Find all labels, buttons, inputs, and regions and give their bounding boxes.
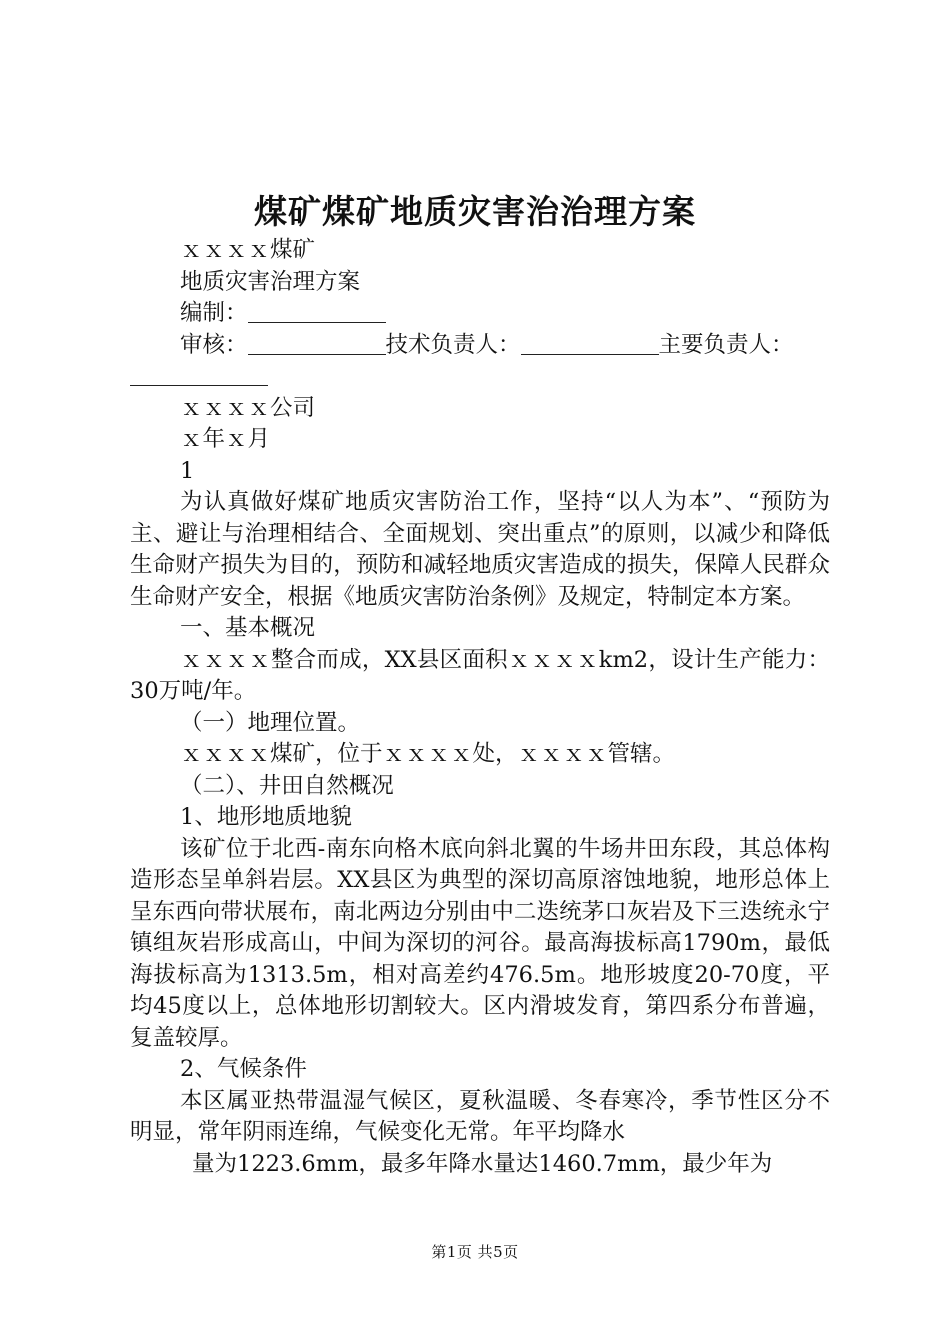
subsection-heading-1: （一）地理位置。 xyxy=(180,709,361,736)
document-title: 煤矿煤矿地质灾害治治理方案 xyxy=(254,192,696,231)
item1-paragraph: 该矿位于北西-南东向格木底向斜北翼的牛场井田东段，其总体构造形态呈单斜岩层。XX县区为典型的深切高原溶蚀地貌，地形总体上呈东西向带状展布，南北两边分别由中二迭统茅口灰岩及下三迭统永宁镇组灰岩形成高山，中间为深切的河谷。最高海拔标高1790m，最低海拔标高为1313.5m，相对高差约476.5m。地形坡度20-70度，平均45度以上，总体地形切割较大。区内滑坡发育，第四系分布普遍，复盖较厚。 xyxy=(130,835,830,1051)
reviewer-label: 审核： xyxy=(180,331,248,358)
item2-paragraph: 本区属亚热带温湿气候区，夏秋温暖、冬春寒冷，季节性区分不明显，常年阴雨连绵，气候变化无常。年平均降水 xyxy=(130,1087,830,1145)
main-blank xyxy=(130,365,268,386)
section-number: 1 xyxy=(180,457,195,484)
reviewer-blank xyxy=(248,334,386,355)
tech-blank xyxy=(521,334,659,355)
subsection1-paragraph: ｘｘｘｘ煤矿，位于ｘｘｘｘ处，ｘｘｘｘ管辖。 xyxy=(180,741,676,767)
section-heading-1: 一、基本概况 xyxy=(180,615,316,641)
document-body xyxy=(130,235,830,1180)
date-line: ｘ年ｘ月 xyxy=(180,426,271,452)
compiler-label: 编制： xyxy=(180,300,248,326)
org-line: ｘｘｘｘ煤矿 xyxy=(180,237,316,263)
item2-continuation: 量为1223.6mm，最多年降水量达1460.7mm，最少年为 xyxy=(192,1150,773,1177)
company-line: ｘｘｘｘ公司 xyxy=(180,394,316,421)
compiler-line xyxy=(130,298,830,330)
intro-paragraph: 为认真做好煤矿地质灾害防治工作，坚持“以人为本”、“预防为主、避让与治理相结合、全面规划、突出重点”的原则，以减少和降低生命财产损失为目的，预防和减轻地质灾害造成的损失，保障人民群众生命财产安全，根据《地质灾害防治条例》及规定，特制定本方案。 xyxy=(130,489,830,610)
signature-line xyxy=(130,330,830,362)
page-footer: 第1页 共5页 xyxy=(431,1243,519,1261)
item-heading-1: 1、地形地质地貌 xyxy=(180,804,352,830)
main-blank-line xyxy=(130,361,830,393)
compiler-blank xyxy=(248,302,386,323)
section1-paragraph: ｘｘｘｘ整合而成，XX县区面积ｘｘｘｘkm2，设计生产能力：30万吨/年。 xyxy=(130,646,830,704)
subsection-heading-2: （二）、井田自然概况 xyxy=(180,772,394,799)
item-heading-2: 2、气候条件 xyxy=(180,1056,307,1082)
main-label: 主要负责人： xyxy=(658,331,794,358)
document-subtitle: 地质灾害治理方案 xyxy=(180,268,361,295)
tech-label: 技术负责人： xyxy=(385,331,521,358)
